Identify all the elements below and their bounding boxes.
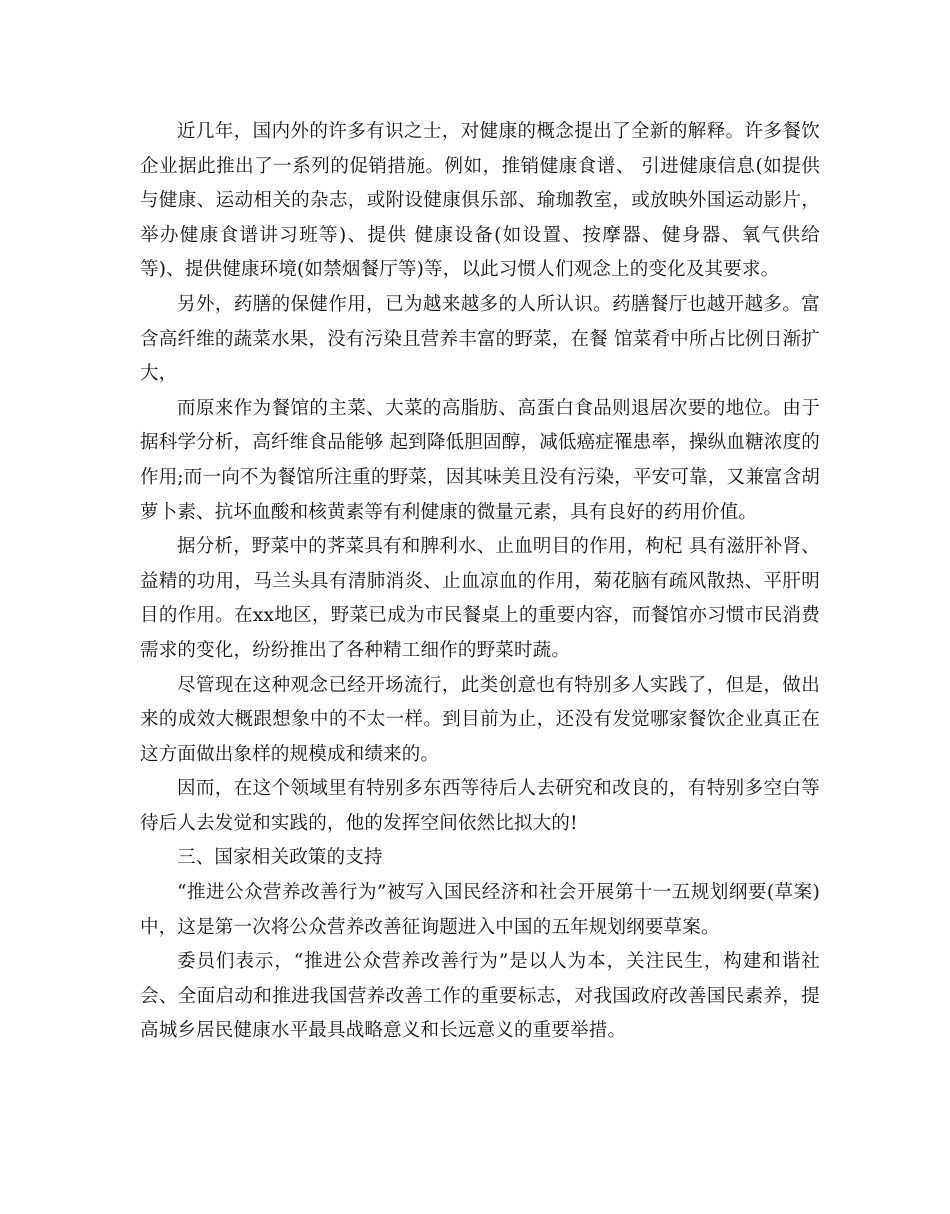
paragraph-medicinal-diet: 另外，药膳的保健作用，已为越来越多的人所认识。药膳餐厅也越开越多。富含高纤维的蔬菜水果，没有污染且营养丰富的野菜，在餐 馆菜肴中所占比例日渐扩大， (140, 293, 820, 385)
document-body (140, 115, 820, 1049)
paragraph-wild-vegetables: 据分析，野菜中的荠菜具有和脾利水、止血明目的作用，枸杞 具有滋肝补肾、益精的功用，马兰头具有清肺消炎、止血凉血的作用，菊花脑有疏风散热、平肝明目的作用。在xx地区，野菜已成为市民餐桌上的重要内容，而餐馆亦习惯市民消费需求的变化，纷纷推出了各种精工细作的野菜时蔬。 (140, 536, 820, 661)
paragraph-committee-statement: 委员们表示，“推进公众营养改善行为”是以人为本，关注民生，构建和谐社会、全面启动和推进我国营养改善工作的重要标志，对我国政府改善国民素养，提高城乡居民健康水平最具战略意义和长远意义的重要举措。 (140, 951, 820, 1042)
paragraph-practice-results: 尽管现在这种观念已经开场流行，此类创意也有特别多人实践了，但是，做出来的成效大概跟想象中的不太一样。到目前为止，还没有发觉哪家餐饮企业真正在这方面做出象样的规模成和绩来的。 (140, 674, 820, 765)
section-heading-policy-support: 三、国家相关政策的支持 (177, 847, 383, 869)
paragraph-health-concept: 近几年，国内外的许多有识之士，对健康的概念提出了全新的解释。许多餐饮企业据此推出了一系列的促销措施。例如，推销健康食谱、 引进健康信息(如提供与健康、运动相关的杂志，或附设健康俱乐部、瑜珈教室，或放映外国运动影片，举办健康食谱讲习班等)、提供 健康设备(如设置、按摩器、健身器、氧气供给等)、提供健康环境(如禁烟餐厅等)等，以此习惯人们观念上的变化及其要求。 (140, 121, 820, 281)
paragraph-five-year-plan: “推进公众营养改善行为”被写入国民经济和社会开展第十一五规划纲要(草案)中，这是第一次将公众营养改善征询题进入中国的五年规划纲要草案。 (140, 882, 820, 938)
paragraph-high-fiber-food: 而原来作为餐馆的主菜、大菜的高脂肪、高蛋白食品则退居次要的地位。由于据科学分析，高纤维食品能够 起到降低胆固醇，减低癌症罹患率，操纵血糖浓度的作用;而一向不为餐馆所注重的野菜，因其味美且没有污染，平安可靠，又兼富含胡萝卜素、抗坏血酸和核黄素等有利健康的微量元素，具有良好的药用价值。 (140, 397, 820, 523)
paragraph-development-space: 因而，在这个领域里有特别多东西等待后人去研究和改良的，有特别多空白等待后人去发觉和实践的，他的发挥空间依然比拟大的! (140, 778, 820, 834)
